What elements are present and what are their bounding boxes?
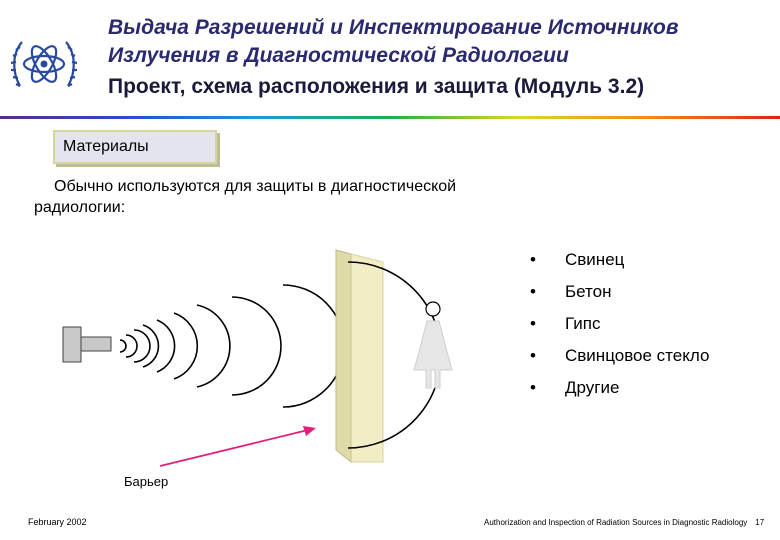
material-label: Гипс — [565, 314, 601, 333]
list-item — [530, 278, 709, 310]
list-item — [530, 342, 709, 374]
person-icon — [414, 302, 452, 388]
section-label: Материалы — [63, 138, 149, 155]
material-label: Свинцовое стекло — [565, 346, 710, 365]
footer-date: February 2002 — [28, 517, 87, 527]
barrier-label: Барьер — [124, 474, 169, 489]
title-line-1: Выдача Разрешений и Инспектирование Источников — [108, 16, 679, 39]
page-number: 17 — [755, 518, 765, 527]
footer-course — [484, 518, 764, 527]
intro-line-2: радиологии: — [34, 199, 126, 216]
wave-arc — [232, 297, 281, 395]
title-line-2: Излучения в Диагностической Радиологии — [108, 44, 569, 67]
list-item — [530, 310, 709, 342]
bullet-marker: • — [530, 378, 536, 397]
bullet-marker: • — [530, 250, 536, 269]
bullet-marker: • — [530, 282, 536, 301]
material-label: Свинец — [565, 250, 625, 269]
radiation-waves — [120, 285, 344, 407]
wave-arc — [126, 335, 137, 357]
shielding-wall — [336, 250, 383, 462]
wave-arc — [120, 340, 126, 352]
x-ray-tube-icon — [63, 327, 111, 362]
footer-course-title: Authorization and Inspection of Radiation Sources in Diagnostic Radiology — [484, 518, 748, 527]
wave-arc — [197, 305, 230, 387]
material-label: Другие — [565, 378, 620, 397]
wave-arc — [174, 313, 197, 379]
intro-line-1: Обычно используются для защиты в диагностической — [54, 178, 457, 195]
list-item — [530, 246, 709, 278]
list-item — [530, 374, 709, 406]
bullet-marker: • — [530, 346, 536, 365]
materials-list — [530, 246, 709, 406]
wave-arc — [157, 320, 175, 372]
bullet-marker: • — [530, 314, 536, 333]
wave-arc — [283, 285, 344, 407]
barrier-pointer-arrow — [160, 426, 316, 466]
page-subtitle: Проект, схема расположения и защита (Модуль 3.2) — [108, 75, 645, 98]
material-label: Бетон — [565, 282, 612, 301]
